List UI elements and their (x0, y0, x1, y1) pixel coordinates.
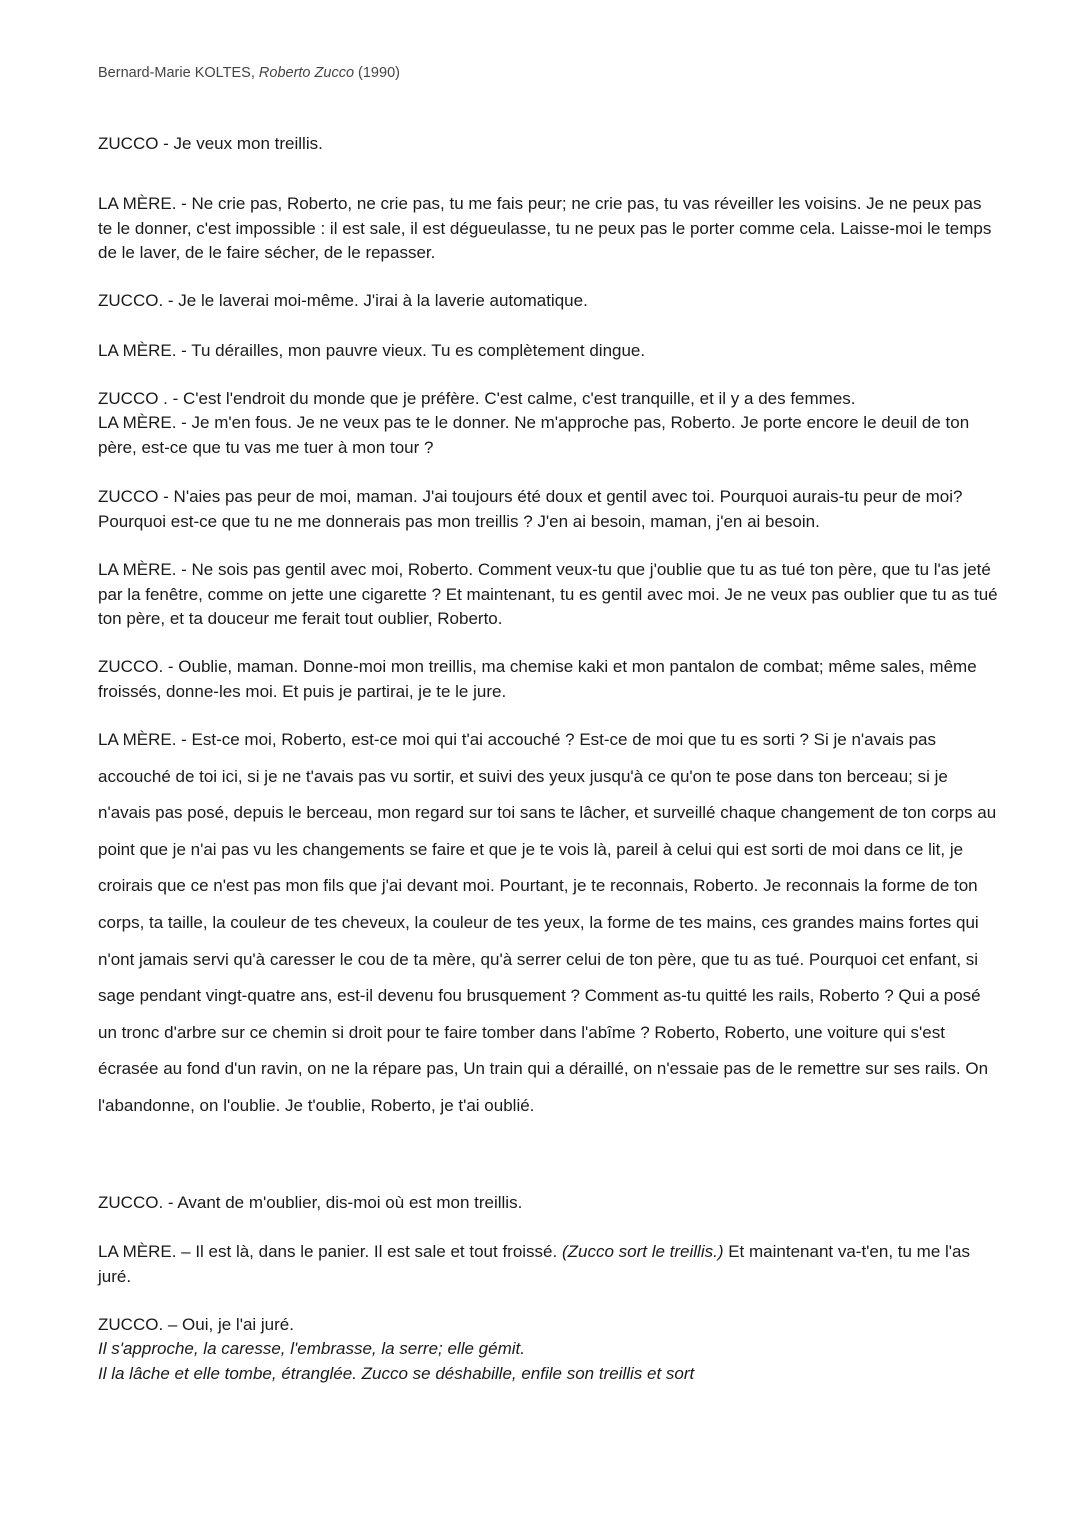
line-zucco-7: ZUCCO. – Oui, je l'ai juré. (98, 1315, 294, 1334)
line-zucco-4: ZUCCO - N'aies pas peur de moi, maman. J'ai toujours été doux et gentil avec toi. Pourquoi aurais-tu peur de moi? Pourquoi est-ce que tu ne me donnerais pas mon treillis ? J'en ai besoin, maman, j'en ai besoin. (98, 487, 963, 531)
header-title: Roberto Zucco (258, 65, 355, 81)
stage-direction-inline: (Zucco sort le treillis.) (561, 1242, 724, 1261)
document-header (98, 65, 400, 81)
line-mere-6-end: Et maintenant va-t'en, tu me l'as juré. (98, 1242, 970, 1286)
line-mere-6 (98, 1240, 998, 1289)
line-mere-6-start: LA MÈRE. – Il est là, dans le panier. Il est sale et tout froissé. (98, 1242, 562, 1261)
stage-direction-1: Il s'approche, la caresse, l'embrasse, la serre; elle gémit. (98, 1339, 525, 1358)
line-zucco-2: ZUCCO. - Je le laverai moi-même. J'irai à la laverie automatique. (98, 291, 588, 310)
line-mere-1: LA MÈRE. - Ne crie pas, Roberto, ne crie pas, tu me fais peur; ne crie pas, tu vas réveiller les voisins. Je ne peux pas te le donner, c'est impossible : il est sale, il est dégueulasse, tu ne peux pas le porter comme cela. Laisse-moi le temps de le laver, de le faire sécher, de le repasser. (98, 194, 992, 262)
line-mere-5: LA MÈRE. - Est-ce moi, Roberto, est-ce moi qui t'ai accouché ? Est-ce de moi que tu es sorti ? Si je n'avais pas accouché de toi ici, si je ne t'avais pas vu sortir, et suivi des yeux jusqu'à ce qu'on te pose dans ton berceau; si je n'avais pas posé, depuis le berceau, mon regard sur toi sans te lâcher, et surveillé chaque changement de ton corps au point que je n'ai pas vu les changements se faire et que je te vois là, pareil à celui qui est sorti de moi dans ce lit, je croirais que ce n'est pas mon fils que j'ai devant moi. Pourtant, je te reconnais, Roberto. Je reconnais la forme de ton corps, ta taille, la couleur de tes cheveux, la couleur de tes yeux, la forme de tes mains, ces grandes mains fortes qui n'ont jamais servi qu'à caresser le cou de ta mère, qu'à serrer celui de ton père, que tu as tué. Pourquoi cet enfant, si sage pendant vingt-quatre ans, est-il devenu fou brusquement ? Comment as-tu quitté les rails, Roberto ? Qui a posé un tronc d'arbre sur ce chemin si droit pour te faire tomber dans l'abîme ? Roberto, Roberto, une voiture qui s'est écrasée au fond d'un ravin, on ne la répare pas, Un train qui a déraillé, on n'essaie pas de le remettre sur ses rails. On l'abandonne, on l'oublie. Je t'oublie, Roberto, je t'ai oublié. (98, 730, 997, 1115)
line-mere-3: LA MÈRE. - Je m'en fous. Je ne veux pas te le donner. Ne m'approche pas, Roberto. Je porte encore le deuil de ton père, est-ce que tu vas me tuer à mon tour ? (98, 413, 970, 457)
line-zucco-3: ZUCCO . - C'est l'endroit du monde que je préfère. C'est calme, c'est tranquille, et il y a des femmes. (98, 389, 856, 408)
header-author: Bernard-Marie KOLTES, (98, 65, 259, 81)
line-mere-2: LA MÈRE. - Tu dérailles, mon pauvre vieux. Tu es complètement dingue. (98, 341, 646, 360)
line-zucco-6: ZUCCO. - Avant de m'oublier, dis-moi où est mon treillis. (98, 1193, 523, 1212)
stage-direction-2: Il la lâche et elle tombe, étranglée. Zucco se déshabille, enfile son treillis et sort (98, 1364, 695, 1383)
line-zucco-5: ZUCCO. - Oublie, maman. Donne-moi mon treillis, ma chemise kaki et mon pantalon de combat; même sales, même froissés, donne-les moi. Et puis je partirai, je te le jure. (98, 657, 977, 701)
line-mere-4: LA MÈRE. - Ne sois pas gentil avec moi, Roberto. Comment veux-tu que j'oublie que tu as tué ton père, que tu l'as jeté par la fenêtre, comme on jette une cigarette ? Et maintenant, tu es gentil avec moi. Je ne veux pas oublier que tu as tué ton père, et ta douceur me ferait tout oublier, Roberto. (98, 560, 998, 628)
line-zucco-1: ZUCCO - Je veux mon treillis. (98, 134, 323, 153)
header-year: (1990) (354, 65, 400, 81)
